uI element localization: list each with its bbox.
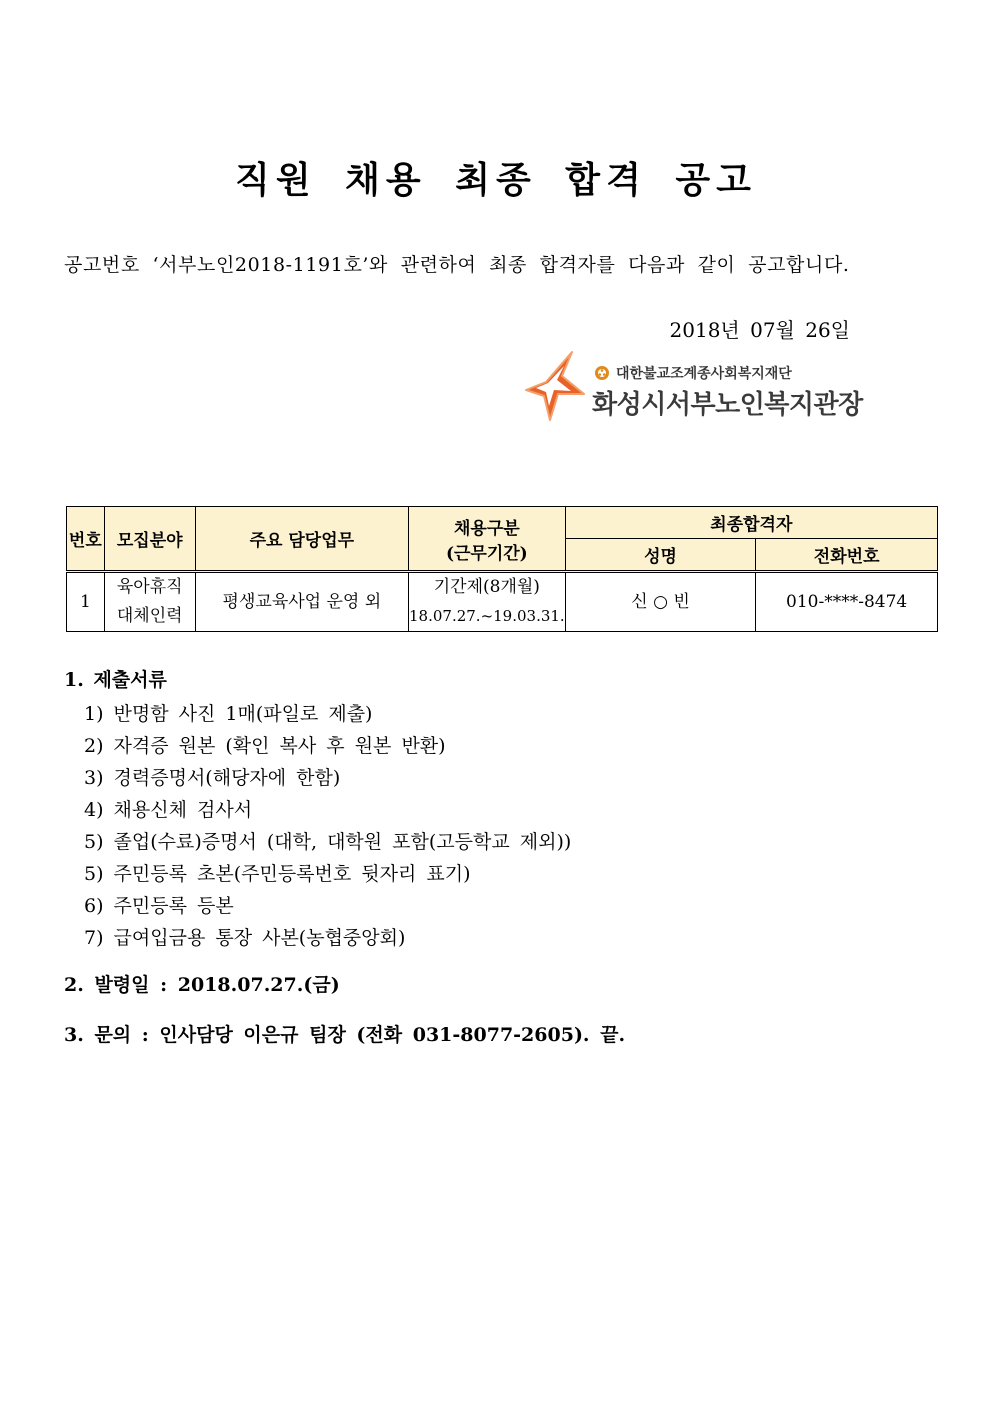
cell-field-line2: 대체인력 xyxy=(116,606,183,626)
header-duty: 주요 담당업무 xyxy=(195,507,408,572)
list-item: 4) 채용신체 검사서 xyxy=(84,799,253,821)
organization-logo xyxy=(524,350,863,424)
header-phone: 전화번호 xyxy=(756,539,938,572)
header-field: 모집분야 xyxy=(104,507,195,572)
section1-heading: 1. 제출서류 xyxy=(64,669,167,691)
cell-no: 1 xyxy=(67,572,105,632)
list-item: 7) 급여입금용 통장 사본(농협중앙회) xyxy=(84,927,406,949)
header-employment-type xyxy=(409,507,566,572)
header-type-line1: 채용구분 xyxy=(454,518,520,539)
list-item: 5) 졸업(수료)증명서 (대학, 대학원 포함(고등학교 제외)) xyxy=(84,831,572,853)
list-item: 6) 주민등록 등본 xyxy=(84,895,234,917)
final-results-table xyxy=(66,506,938,632)
section-documents xyxy=(64,666,944,954)
table-row xyxy=(67,572,938,632)
announcement-date: 2018년 07월 26일 xyxy=(669,318,850,342)
cell-field xyxy=(104,572,195,632)
header-final-candidate: 최종합격자 xyxy=(565,507,937,539)
announcement-intro: 공고번호 ‘서부노인2018-1191호’와 관련하여 최종 합격자를 다음과 같이 공고합니다. xyxy=(64,254,850,276)
organization-name: 화성시서부노인복지관장 xyxy=(592,390,863,420)
documents-list xyxy=(64,698,944,954)
list-item: 5) 주민등록 초본(주민등록번호 뒷자리 표기) xyxy=(84,863,471,885)
header-name: 성명 xyxy=(565,539,756,572)
header-no: 번호 xyxy=(67,507,105,572)
cell-field-line1: 육아휴직 xyxy=(116,577,183,597)
cell-name: 신 ○ 빈 xyxy=(565,572,756,632)
cell-employment-type xyxy=(409,572,566,632)
foundation-name-text: 대한불교조계종사회복지재단 xyxy=(616,366,792,382)
section-inquiry: 3. 문의 : 인사담당 이은규 팀장 (전화 031-8077-2605). 끝. xyxy=(64,1024,626,1046)
cell-type-line2: 18.07.27.~19.03.31. xyxy=(409,607,565,625)
list-item: 3) 경력증명서(해당자에 한함) xyxy=(84,767,341,789)
cell-type-line1: 기간제(8개월) xyxy=(433,577,540,597)
dharma-wheel-icon xyxy=(594,365,610,381)
star-logo-icon xyxy=(524,350,586,424)
cell-duty: 평생교육사업 운영 외 xyxy=(195,572,408,632)
header-type-line2: (근무기간) xyxy=(445,543,528,564)
list-item: 2) 자격증 원본 (확인 복사 후 원본 반환) xyxy=(84,735,446,757)
list-item: 1) 반명함 사진 1매(파일로 제출) xyxy=(84,703,373,725)
foundation-name xyxy=(594,363,792,383)
section-appointment-date: 2. 발령일 : 2018.07.27.(금) xyxy=(64,974,340,996)
cell-phone: 010-****-8474 xyxy=(756,572,938,632)
page-title: 직원 채용 최종 합격 공고 xyxy=(235,159,757,201)
